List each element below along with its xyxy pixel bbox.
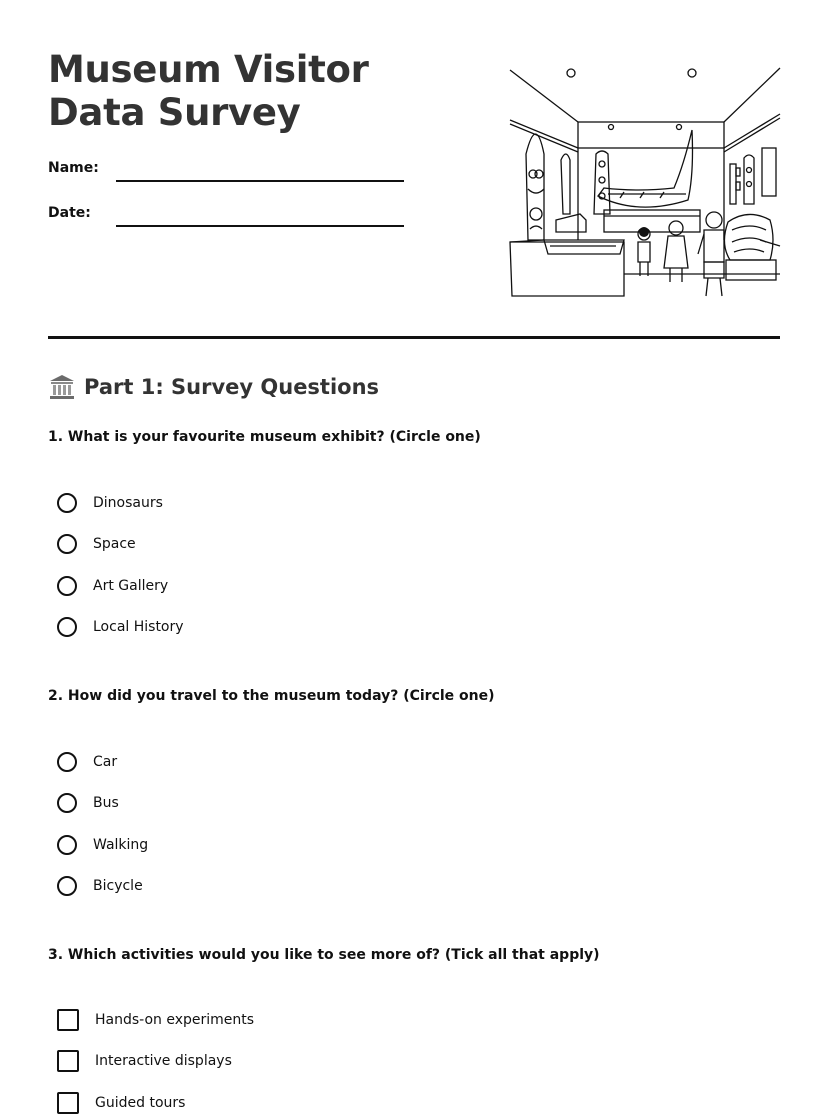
option-bicycle[interactable]: [57, 874, 143, 898]
option-label: Interactive displays: [95, 1053, 232, 1069]
option-label: Guided tours: [95, 1095, 186, 1111]
date-line[interactable]: [116, 225, 404, 227]
option-label: Dinosaurs: [93, 495, 163, 511]
option-label: Bus: [93, 795, 119, 811]
museum-illustration: [508, 64, 782, 302]
checkbox[interactable]: [57, 1092, 79, 1114]
museum-icon: [48, 373, 76, 401]
radio-circle[interactable]: [57, 617, 77, 637]
radio-circle[interactable]: [57, 576, 77, 596]
part1-heading: [48, 373, 379, 401]
option-car[interactable]: [57, 750, 117, 774]
section-divider: [48, 336, 780, 339]
radio-circle[interactable]: [57, 493, 77, 513]
radio-circle[interactable]: [57, 793, 77, 813]
option-label: Walking: [93, 837, 149, 853]
option-bus[interactable]: [57, 791, 119, 815]
option-hands-on-experiments[interactable]: [57, 1008, 254, 1032]
question-3: 3. Which activities would you like to see more of? (Tick all that apply): [48, 947, 600, 963]
name-line[interactable]: [116, 180, 404, 182]
date-label: Date:: [48, 205, 91, 221]
checkbox[interactable]: [57, 1009, 79, 1031]
option-walking[interactable]: [57, 833, 148, 857]
option-dinosaurs[interactable]: [57, 491, 163, 515]
page-title: Museum Visitor Data Survey: [48, 48, 369, 134]
radio-circle[interactable]: [57, 835, 77, 855]
radio-circle[interactable]: [57, 876, 77, 896]
option-label: Bicycle: [93, 878, 143, 894]
radio-circle[interactable]: [57, 752, 77, 772]
option-label: Space: [93, 536, 136, 552]
option-guided-tours[interactable]: [57, 1091, 185, 1115]
option-art-gallery[interactable]: [57, 574, 168, 598]
option-interactive-displays[interactable]: [57, 1049, 232, 1073]
option-label: Hands-on experiments: [95, 1012, 255, 1028]
option-label: Local History: [93, 619, 184, 635]
question-1: 1. What is your favourite museum exhibit? (Circle one): [48, 429, 481, 445]
option-label: Art Gallery: [93, 578, 169, 594]
part1-heading-text: Part 1: Survey Questions: [84, 375, 380, 399]
option-label: Car: [93, 754, 118, 770]
option-local-history[interactable]: [57, 615, 184, 639]
option-space[interactable]: [57, 532, 136, 556]
radio-circle[interactable]: [57, 534, 77, 554]
name-label: Name:: [48, 160, 99, 176]
question-2: 2. How did you travel to the museum today? (Circle one): [48, 688, 495, 704]
checkbox[interactable]: [57, 1050, 79, 1072]
